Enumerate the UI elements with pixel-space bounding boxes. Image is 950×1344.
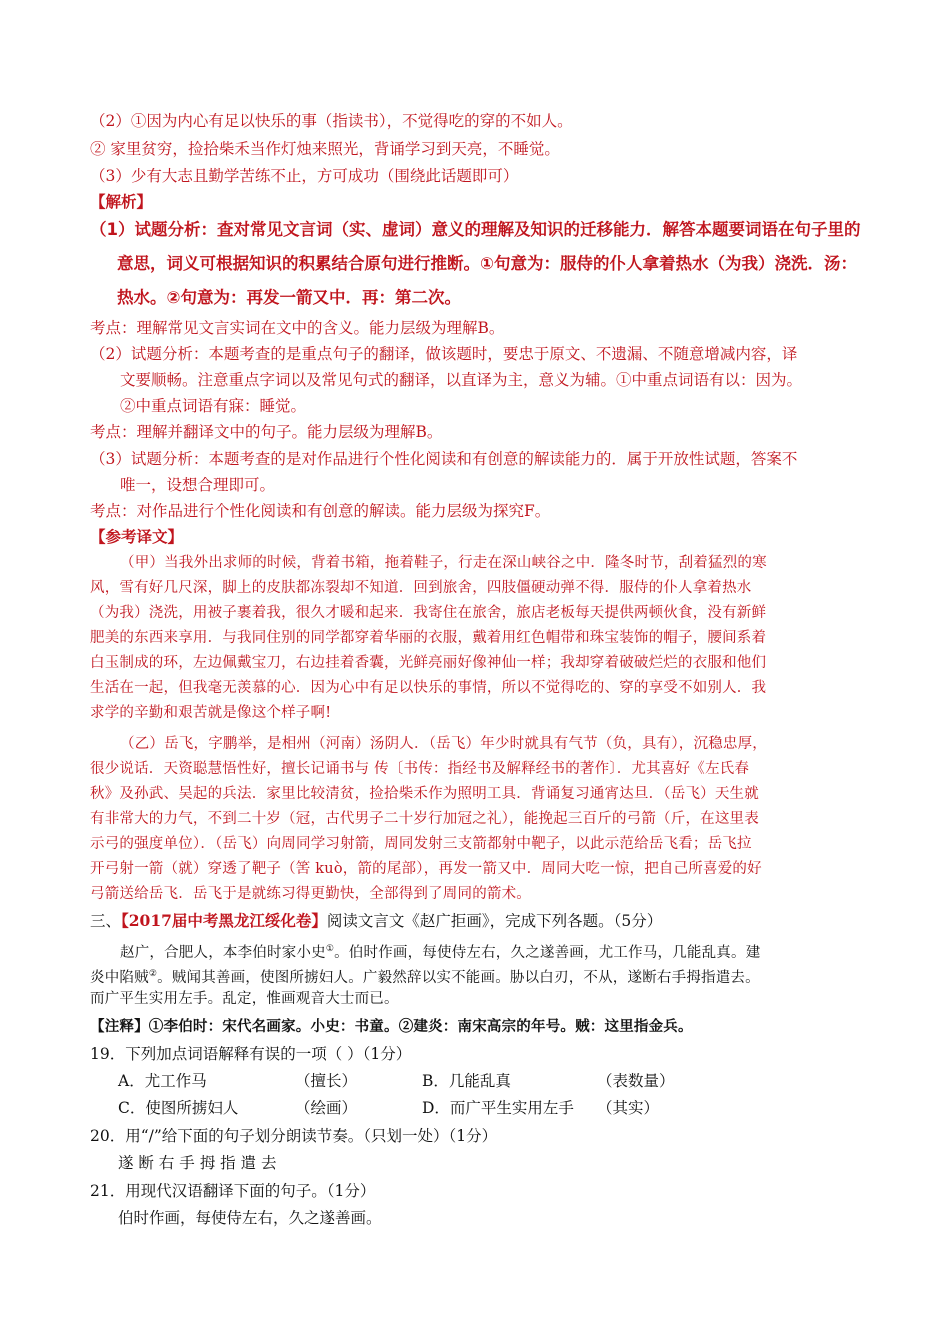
question-21-stem: 21．用现代汉语翻译下面的句子。（1分）: [90, 1182, 376, 1200]
translation-yi-line: 秋》及孙武、吴起的兵法．家里比较清贫，捡拾柴禾作为照明工具．背诵复习通宵达旦．（岳飞）天生就: [90, 786, 759, 802]
section-source: 【2017届中考黑龙江绥化卷】: [121, 911, 327, 930]
q19-option-c[interactable]: C．使图所掳妇人: [118, 1099, 239, 1117]
passage-line-2: 炎中陷贼②。贼闻其善画，使图所掳妇人。广毅然辞以实不能画。胁以白刃，不从，遂断右手拇指遣去。: [90, 969, 760, 986]
analysis-3-line-1: （3）试题分析：本题考查的是对作品进行个性化阅读和有创意的解读能力的．属于开放性试题，答案不: [90, 450, 798, 468]
q19-option-c-note: （绘画）: [295, 1099, 358, 1117]
question-21-sentence: 伯时作画，每使侍左右，久之遂善画。: [118, 1209, 382, 1227]
kaodian-3: 考点：对作品进行个性化阅读和有创意的解读。能力层级为探究F。: [90, 502, 551, 520]
answer-2-2: ② 家里贫穷，捡拾柴禾当作灯烛来照光，背诵学习到天亮，不睡觉。: [90, 140, 560, 158]
translation-jia-line: 生活在一起，但我毫无羡慕的心．因为心中有足以快乐的事情，所以不觉得吃的、穿的享受不如别人．我: [90, 680, 767, 696]
section-number: 三、: [90, 912, 122, 930]
annotation-note: 【注释】①李伯时：宋代名画家。小史：书童。②建炎：南宋高宗的年号。贼：这里指金兵。: [90, 1018, 693, 1035]
kaodian-2: 考点：理解并翻译文中的句子。能力层级为理解B。: [90, 423, 443, 441]
translation-yi-line: 弓箭送给岳飞．岳飞于是就练习得更勤快，全部得到了周同的箭术。: [90, 886, 531, 902]
passage-line-3: 而广平生实用左手。乱定，惟画观音大士而已。: [90, 991, 399, 1007]
footnote-mark-1: ①: [325, 944, 335, 954]
question-20-sentence: 遂 断 右 手 拇 指 遣 去: [118, 1154, 277, 1172]
q19-option-d-note: （其实）: [597, 1099, 660, 1117]
translation-yi-line: 有非常大的力气，不到二十岁（冠，古代男子二十岁行加冠之礼），能挽起三百斤的弓箭（斤，在这里表: [90, 811, 759, 827]
translation-jia-line: 肥美的东西来享用．与我同住别的同学都穿着华丽的衣服，戴着用红色帽带和珠宝装饰的帽子，腰间系着: [90, 630, 767, 646]
translation-jia-line: （甲）当我外出求师的时候，背着书箱，拖着鞋子，行走在深山峡谷之中．隆冬时节，刮着猛烈的寒: [120, 555, 767, 571]
question-19-stem: 19．下列加点词语解释有误的一项（ ）（1分）: [90, 1045, 412, 1063]
translation-jia-line: （为我）浇洗，用被子裹着我，很久才暖和起来．我寄住在旅舍，旅店老板每天提供两顿伙食，没有新鲜: [90, 605, 767, 621]
analysis-1-line-1: （1）试题分析：查对常见文言词（实、虚词）意义的理解及知识的迁移能力．解答本题要词语在句子里的: [90, 220, 861, 239]
kaodian-1: 考点：理解常见文言实词在文中的含义。能力层级为理解B。: [90, 319, 505, 337]
analysis-header: 【解析】: [90, 192, 153, 211]
footnote-mark-2: ②: [148, 969, 158, 979]
q19-option-b-note: （表数量）: [597, 1072, 675, 1090]
q19-option-b[interactable]: B．几能乱真: [422, 1072, 511, 1090]
translation-jia-line: 白玉制成的环，左边佩戴宝刀，右边挂着香囊，光鲜亮丽好像神仙一样；我却穿着破破烂烂的衣服和他们: [90, 655, 767, 671]
translation-jia-line: 风，雪有好几尺深，脚上的皮肤都冻裂却不知道．回到旅舍，四肢僵硬动弹不得．服侍的仆人拿着热水: [90, 580, 752, 596]
section-3-heading: [90, 910, 662, 932]
analysis-2-line-2: 文要顺畅。注意重点字词以及常见句式的翻译，以直译为主，意义为辅。①中重点词语有以：因为。: [120, 371, 803, 389]
translation-header: 【参考译文】: [90, 527, 184, 546]
analysis-2-line-3: ②中重点词语有寐：睡觉。: [120, 397, 307, 415]
q19-option-d[interactable]: D．而广平生实用左手: [422, 1099, 574, 1117]
question-20-stem: 20．用“/”给下面的句子划分朗读节奏。（只划一处）（1分）: [90, 1127, 498, 1145]
answer-2-1: （2）①因为内心有足以快乐的事（指读书），不觉得吃的穿的不如人。: [90, 112, 573, 130]
q19-option-a[interactable]: A．尤工作马: [118, 1072, 207, 1090]
translation-yi-line: 开弓射一箭（就）穿透了靶子（筈 kuò，箭的尾部），再发一箭又中．周同大吃一惊，把自己所喜爱的好: [90, 861, 762, 877]
analysis-2-line-1: （2）试题分析：本题考查的是重点句子的翻译，做该题时，要忠于原文、不遗漏、不随意增减内容，译: [90, 345, 798, 363]
translation-yi-line: 示弓的强度单位）．（岳飞）向周同学习射箭，周同发射三支箭都射中靶子，以此示范给岳飞看；岳飞拉: [90, 836, 752, 852]
analysis-1-line-3: 热水。②句意为：再发一箭又中．再：第二次。: [117, 288, 461, 307]
translation-jia-line: 求学的辛勤和艰苦就是像这个样子啊!: [90, 705, 332, 721]
section-instruction: 阅读文言文《赵广拒画》，完成下列各题。（5分）: [326, 912, 663, 930]
analysis-1-line-2: 意思，词义可根据知识的积累结合原句进行推断。①句意为：服侍的仆人拿着热水（为我）浇洗．汤：: [117, 254, 857, 273]
q19-option-a-note: （擅长）: [295, 1072, 358, 1090]
translation-yi-line: 很少说话．天资聪慧悟性好，擅长记诵书与 传〔书传：指经书及解释经书的著作〕．尤其喜好《左氏春: [90, 761, 750, 777]
analysis-3-line-2: 唯一，设想合理即可。: [120, 476, 276, 494]
answer-3: （3）少有大志且勤学苦练不止，方可成功（围绕此话题即可）: [90, 167, 519, 185]
passage-line-1: 赵广，合肥人，本李伯时家小史①。伯时作画，每使侍左右，久之遂善画，尤工作马，几能乱真。建: [120, 944, 761, 961]
translation-yi-line: （乙）岳飞，字鹏举，是相州（河南）汤阴人．（岳飞）年少时就具有气节（负，具有），沉稳忠厚，: [120, 736, 767, 752]
